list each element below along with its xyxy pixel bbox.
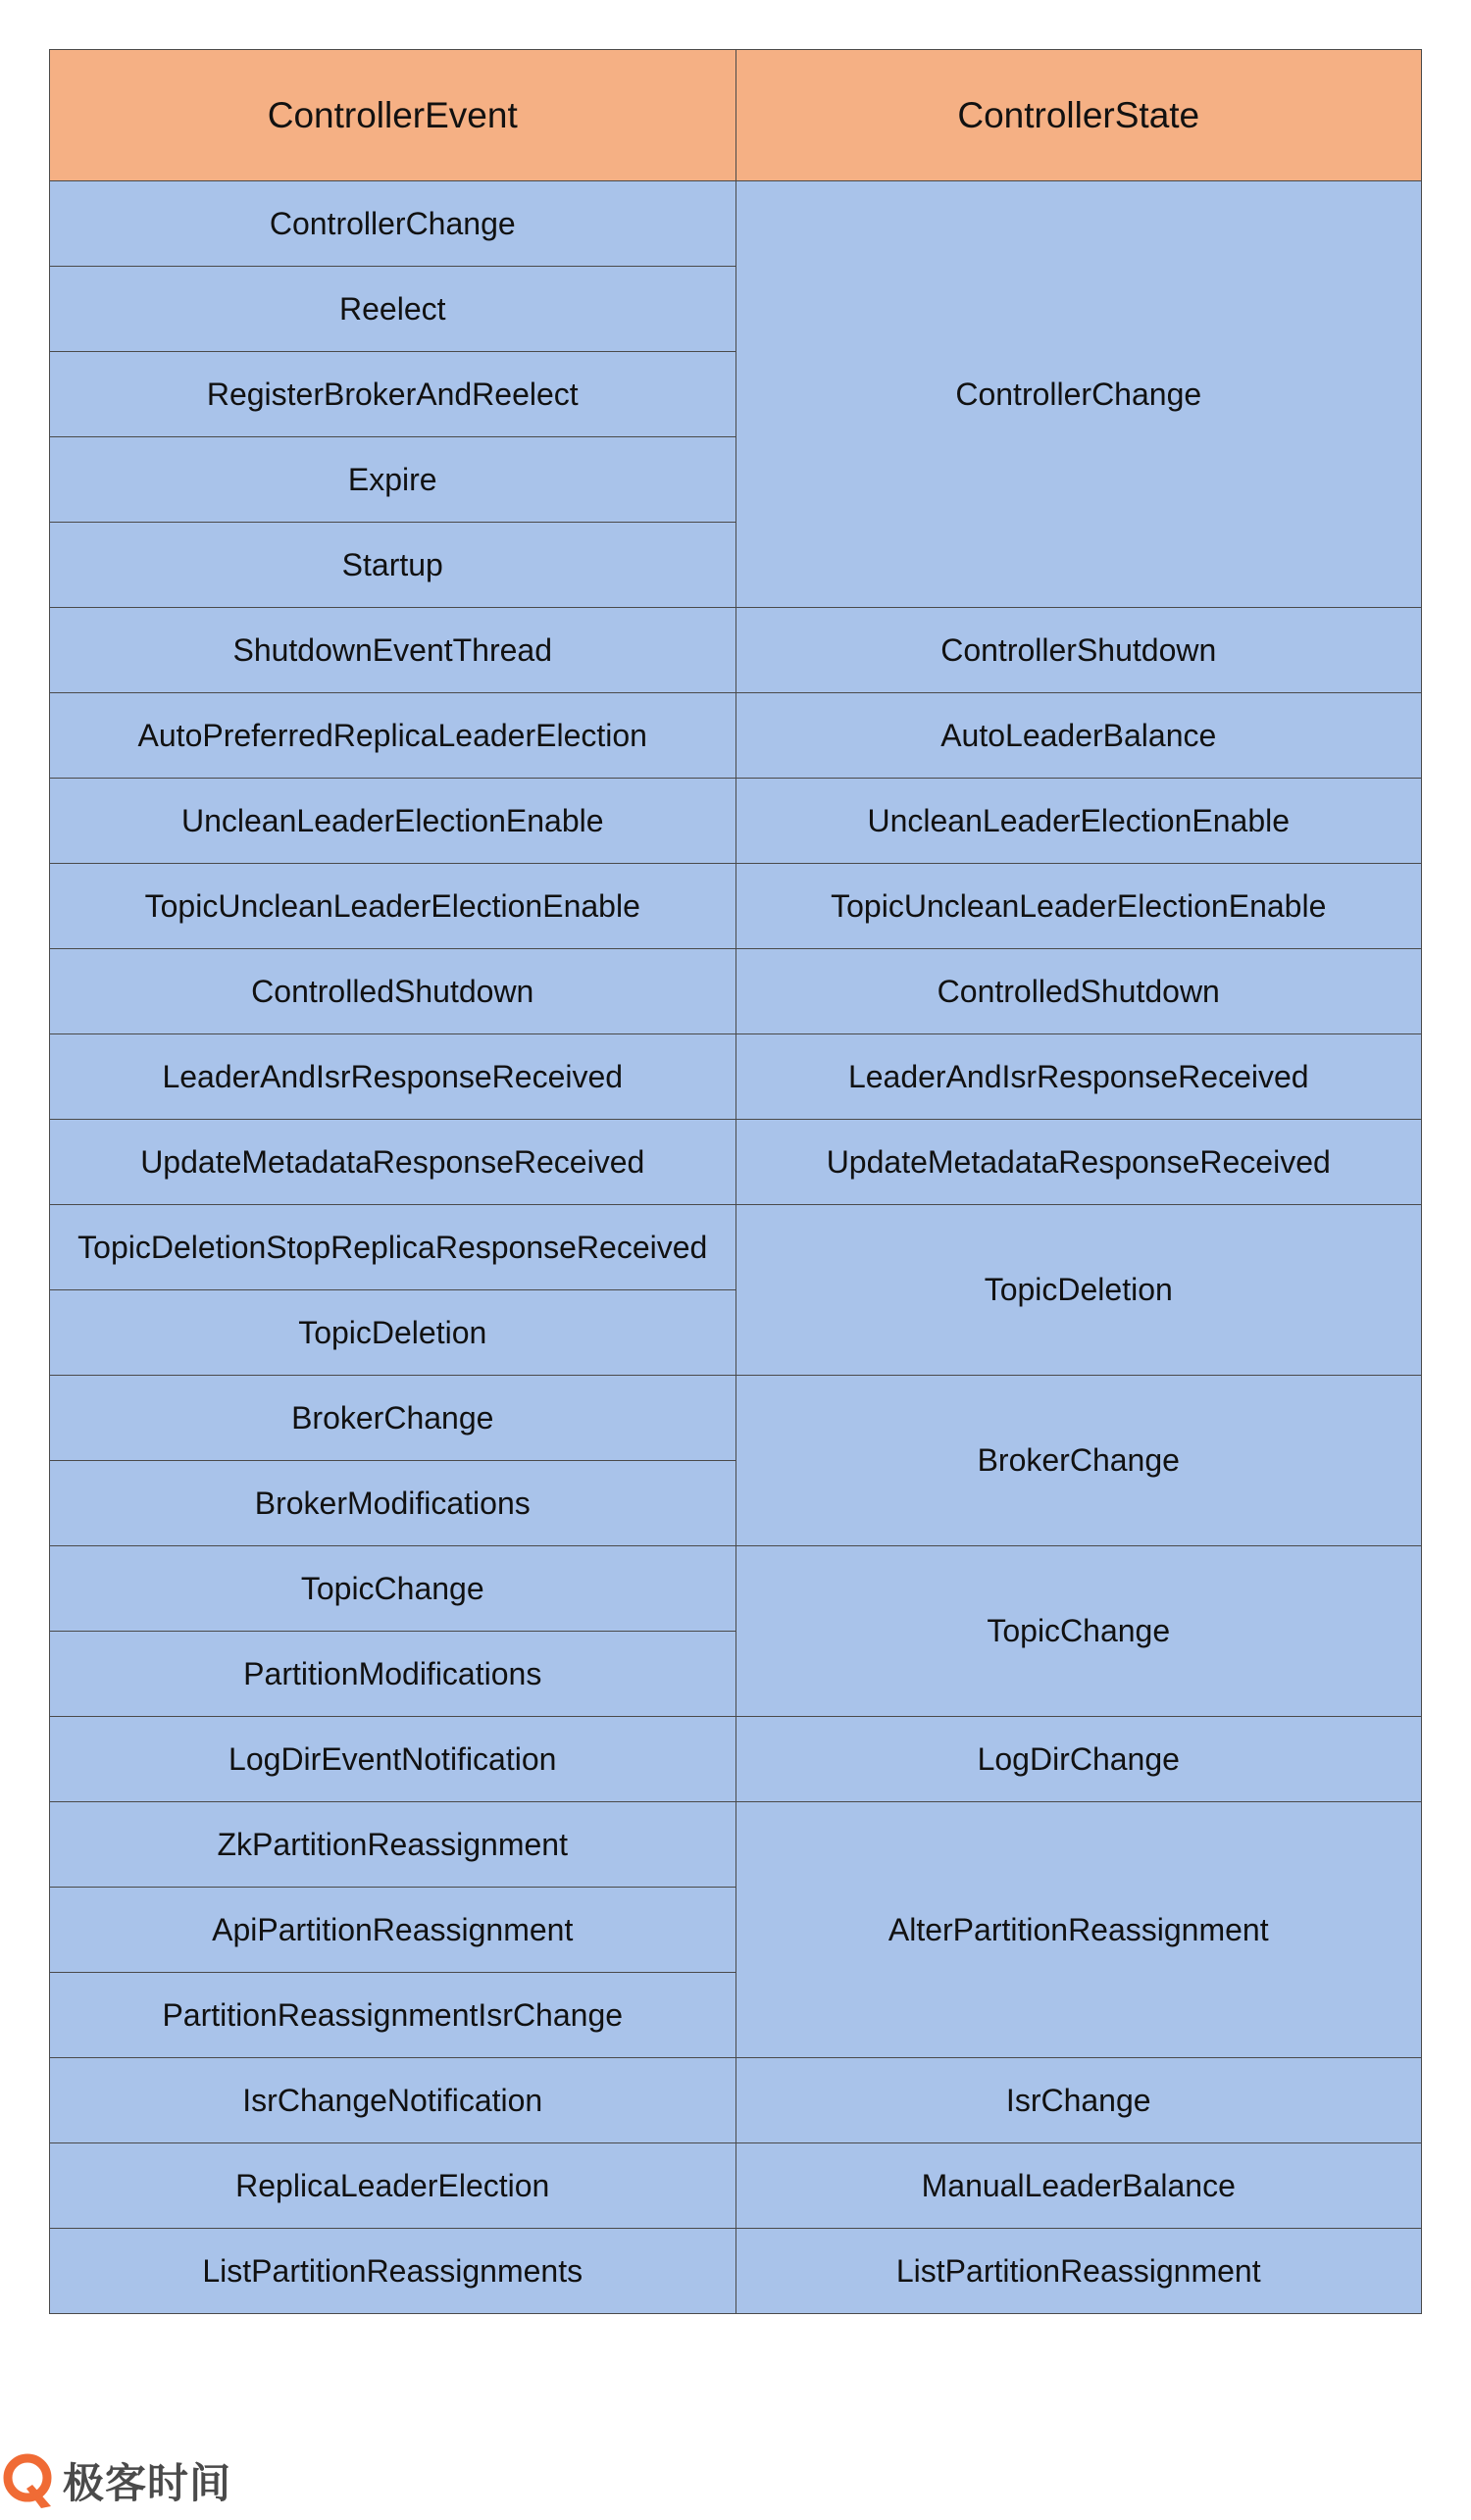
event-cell: UpdateMetadataResponseReceived <box>50 1120 736 1205</box>
event-cell: RegisterBrokerAndReelect <box>50 352 736 437</box>
table-row <box>50 693 1422 779</box>
event-cell: TopicUncleanLeaderElectionEnable <box>50 864 736 949</box>
event-cell: TopicDeletionStopReplicaResponseReceived <box>50 1205 736 1290</box>
event-cell: TopicDeletion <box>50 1290 736 1376</box>
state-cell: UncleanLeaderElectionEnable <box>736 779 1422 864</box>
table-row <box>50 864 1422 949</box>
event-cell: BrokerModifications <box>50 1461 736 1546</box>
event-cell: ControlledShutdown <box>50 949 736 1034</box>
state-cell: TopicUncleanLeaderElectionEnable <box>736 864 1422 949</box>
event-cell: ApiPartitionReassignment <box>50 1888 736 1973</box>
event-cell: PartitionReassignmentIsrChange <box>50 1973 736 2058</box>
event-cell: Startup <box>50 523 736 608</box>
state-cell: AutoLeaderBalance <box>736 693 1422 779</box>
event-cell: IsrChangeNotification <box>50 2058 736 2143</box>
table-body <box>50 181 1422 2314</box>
state-cell: TopicDeletion <box>736 1205 1422 1376</box>
header-controller-event: ControllerEvent <box>50 50 736 181</box>
table-row <box>50 1120 1422 1205</box>
table-row <box>50 2143 1422 2229</box>
state-cell: AlterPartitionReassignment <box>736 1802 1422 2058</box>
state-cell: BrokerChange <box>736 1376 1422 1546</box>
state-cell: LeaderAndIsrResponseReceived <box>736 1034 1422 1120</box>
table-row <box>50 1546 1422 1632</box>
state-cell: ControlledShutdown <box>736 949 1422 1034</box>
event-cell: Expire <box>50 437 736 523</box>
table-row <box>50 949 1422 1034</box>
table-row <box>50 1205 1422 1290</box>
table-row <box>50 1034 1422 1120</box>
event-cell: ShutdownEventThread <box>50 608 736 693</box>
table-row <box>50 1376 1422 1461</box>
state-cell: ManualLeaderBalance <box>736 2143 1422 2229</box>
state-cell: LogDirChange <box>736 1717 1422 1802</box>
header-controller-state: ControllerState <box>736 50 1422 181</box>
table-row <box>50 2058 1422 2143</box>
table-row <box>50 181 1422 267</box>
state-cell: ControllerChange <box>736 181 1422 608</box>
event-cell: PartitionModifications <box>50 1632 736 1717</box>
table-row <box>50 2229 1422 2314</box>
event-cell: Reelect <box>50 267 736 352</box>
table-row <box>50 1717 1422 1802</box>
event-cell: ZkPartitionReassignment <box>50 1802 736 1888</box>
table-row <box>50 608 1422 693</box>
event-cell: ControllerChange <box>50 181 736 267</box>
event-cell: BrokerChange <box>50 1376 736 1461</box>
event-state-table <box>49 49 1422 2314</box>
header-row <box>50 50 1422 181</box>
state-cell: TopicChange <box>736 1546 1422 1717</box>
event-cell: ListPartitionReassignments <box>50 2229 736 2314</box>
event-cell: AutoPreferredReplicaLeaderElection <box>50 693 736 779</box>
geektime-logo-icon <box>0 2451 61 2510</box>
table-row <box>50 1802 1422 1888</box>
state-cell: ControllerShutdown <box>736 608 1422 693</box>
state-cell: ListPartitionReassignment <box>736 2229 1422 2314</box>
table-row <box>50 779 1422 864</box>
state-cell: IsrChange <box>736 2058 1422 2143</box>
state-cell: UpdateMetadataResponseReceived <box>736 1120 1422 1205</box>
event-cell: TopicChange <box>50 1546 736 1632</box>
geektime-logo <box>0 2451 231 2510</box>
event-cell: UncleanLeaderElectionEnable <box>50 779 736 864</box>
event-cell: LogDirEventNotification <box>50 1717 736 1802</box>
logo-text: 极客时间 <box>63 2459 232 2507</box>
event-cell: LeaderAndIsrResponseReceived <box>50 1034 736 1120</box>
event-cell: ReplicaLeaderElection <box>50 2143 736 2229</box>
